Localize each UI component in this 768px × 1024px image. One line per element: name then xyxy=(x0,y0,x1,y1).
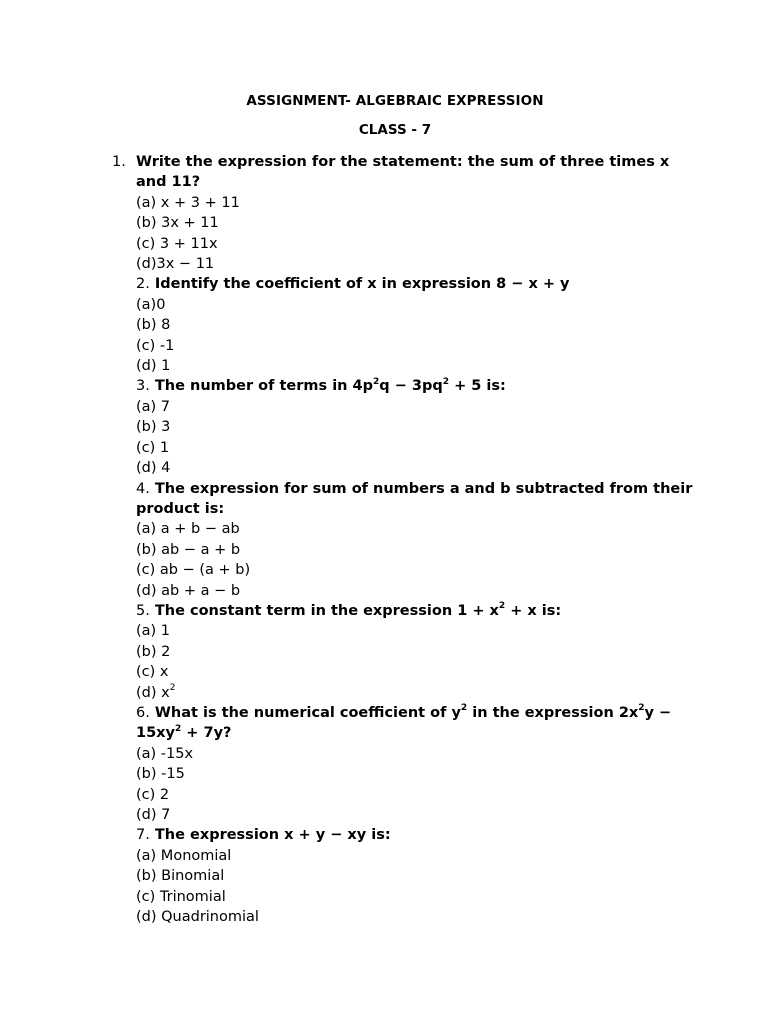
answer-option: (d) Quadrinomial xyxy=(136,909,259,926)
question-label: The constant term in the expression $1 + x^2 + x$ is: xyxy=(154,601,562,619)
question-number: 3. xyxy=(136,378,150,395)
answer-option: (d)3x − 11 xyxy=(136,256,215,273)
question-text xyxy=(112,152,696,193)
answer-option: (c) -1 xyxy=(136,337,175,354)
question-text xyxy=(136,376,696,396)
answer-option: (c) Trinomial xyxy=(136,888,226,905)
question-number: 4. xyxy=(136,480,150,497)
question-block xyxy=(136,479,696,601)
question-block xyxy=(136,825,696,927)
page-title: ASSIGNMENT- ALGEBRAIC EXPRESSION xyxy=(246,93,544,109)
answer-option: (b) ab − a + b xyxy=(136,541,241,558)
answer-option: (d) 7 xyxy=(136,807,171,823)
answer-option: (d) 4 xyxy=(136,460,171,477)
question-block xyxy=(136,601,696,703)
question-block xyxy=(136,376,696,478)
question-list xyxy=(112,152,696,927)
answer-option: (b) 2 xyxy=(136,643,171,660)
answer-option: (a) a + b − ab xyxy=(136,521,240,538)
question-number: 5. xyxy=(136,602,150,619)
answer-option: (c) x xyxy=(136,664,169,681)
answer-option: (c) 1 xyxy=(136,439,170,456)
answer-option: (b) 8 xyxy=(136,317,171,334)
question-text xyxy=(136,479,696,520)
answer-option: (c) 3 + 11x xyxy=(136,235,218,252)
question-label: What is the numerical coefficient of $y^2$ in the expression $2x^2y - 15xy^2 + 7y$? xyxy=(136,703,672,742)
answer-option: (a) x + 3 + 11 xyxy=(136,194,240,211)
question-block xyxy=(136,703,696,825)
question-block xyxy=(112,152,696,274)
answer-option: (a) -15x xyxy=(136,745,194,762)
answer-option: (b) 3x + 11 xyxy=(136,215,219,232)
question-label: The number of terms in $4p^2q - 3pq^2 + 5$ is: xyxy=(154,376,506,395)
question-label: The expression for sum of numbers a and b subtracted from their product is: xyxy=(136,480,693,517)
question-label: Identify the coefficient of x in expression 8 − x + y xyxy=(154,276,570,293)
answer-option: (b) Binomial xyxy=(136,868,225,885)
answer-option: (a) 1 xyxy=(136,623,171,640)
question-number: 2. xyxy=(136,276,150,293)
answer-option: (a) Monomial xyxy=(136,847,232,864)
answer-option: (a)0 xyxy=(136,296,166,313)
question-label: Write the expression for the statement: the sum of three times x and 11? xyxy=(136,154,670,191)
answer-option: (b) 3 xyxy=(136,419,171,436)
answer-option: (d) 1 xyxy=(136,358,171,375)
answer-option: (c) ab − (a + b) xyxy=(136,562,251,579)
answer-option: (c) 2 xyxy=(136,786,170,803)
question-text xyxy=(136,601,696,621)
question-text xyxy=(136,703,696,744)
question-label: The expression x + y − xy is: xyxy=(154,827,391,844)
question-text xyxy=(136,274,696,294)
question-number: 6. xyxy=(136,704,150,721)
question-number: 7. xyxy=(136,827,150,844)
answer-option: (b) -15 xyxy=(136,766,185,783)
answer-option: (a) 7 xyxy=(136,398,171,415)
question-number: 1. xyxy=(112,154,126,170)
page-subtitle: CLASS - 7 xyxy=(358,122,432,138)
answer-option: (d) ab + a − b xyxy=(136,582,241,599)
answer-option: (d) $x^2$ xyxy=(136,682,176,701)
question-text xyxy=(136,825,696,845)
question-block xyxy=(136,274,696,376)
